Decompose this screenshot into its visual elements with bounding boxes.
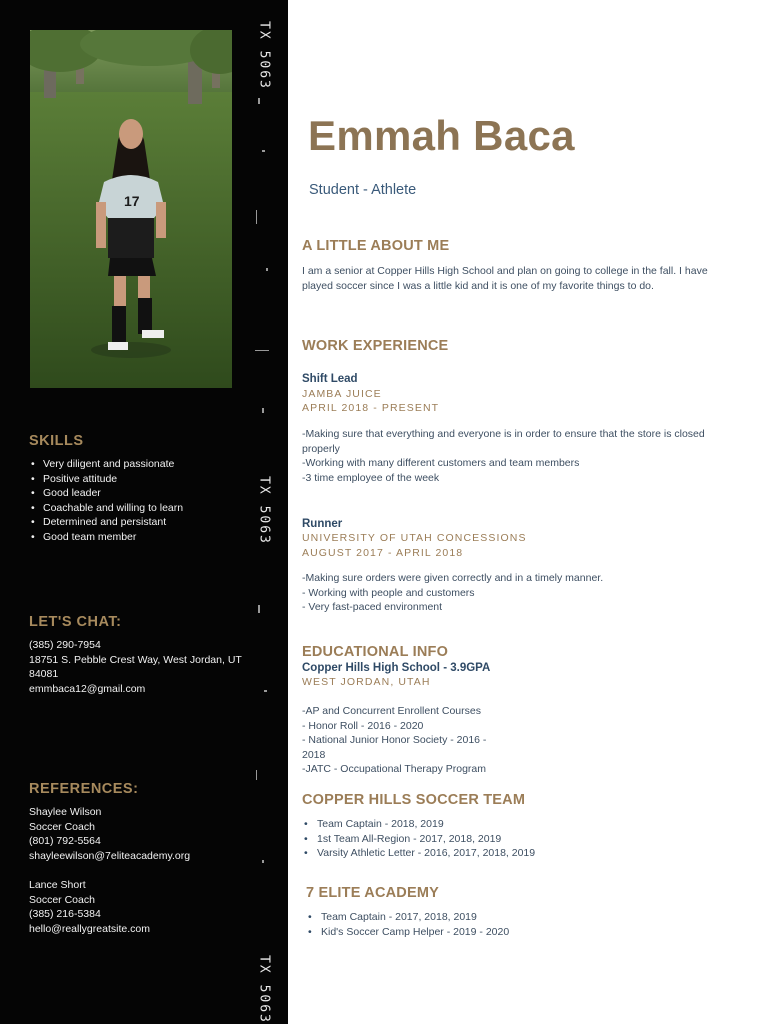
skill-item: • Coachable and willing to learn [29, 501, 269, 516]
work-heading: WORK EXPERIENCE [302, 338, 449, 354]
education-line: 2018 [302, 748, 326, 761]
about-heading: A LITTLE ABOUT ME [302, 238, 450, 254]
elite-academy-heading: 7 ELITE ACADEMY [306, 885, 439, 901]
svg-text:17: 17 [124, 193, 140, 209]
soccer-team-item: • 1st Team All-Region - 2017, 2018, 2019 [303, 832, 535, 847]
contact-section [29, 614, 269, 696]
skills-section [29, 433, 269, 545]
profile-photo [30, 30, 232, 388]
education-heading: EDUCATIONAL INFO [302, 644, 449, 660]
candidate-name: Emmah Baca [308, 112, 575, 159]
reference-name: Shaylee Wilson [29, 806, 102, 818]
contact-address: 18751 S. Pebble Crest Way, West Jordan, UT [29, 653, 242, 666]
job-line: -Working with many different customers and team members [302, 457, 580, 470]
soccer-team-heading: COPPER HILLS SOCCER TEAM [302, 792, 526, 808]
job-description [302, 571, 712, 615]
reference-entry [29, 805, 269, 863]
job-line: -Making sure orders were given correctly and in a timely manner. [302, 572, 604, 584]
job-org: UNIVERSITY OF UTAH CONCESSIONS [302, 532, 527, 544]
skill-item: • Very diligent and passionate [29, 457, 269, 472]
film-label: TX 5063 [256, 476, 272, 545]
skill-item: • Determined and persistant [29, 515, 269, 530]
sidebar [0, 0, 288, 1024]
job-org: JAMBA JUICE [302, 388, 382, 400]
job-line: -Making sure that everything and everyone is in order to ensure that the store is closed properly [302, 428, 705, 455]
skills-list [29, 457, 269, 545]
reference-email[interactable]: shayleewilson@7eliteacademy.org [29, 849, 191, 862]
main-content [288, 0, 768, 1024]
job-dates: AUGUST 2017 - APRIL 2018 [302, 547, 464, 559]
reference-email[interactable]: hello@reallygreatsite.com [29, 922, 150, 935]
reference-phone: (385) 216-5384 [29, 908, 101, 921]
soccer-team-list [303, 817, 535, 861]
soccer-team-item: • Team Captain - 2018, 2019 [303, 817, 535, 832]
job-line: - Working with people and customers [302, 586, 475, 599]
film-label: TX 5063 [256, 21, 272, 90]
soccer-team-item: • Varsity Athletic Letter - 2016, 2017, 2018, 2019 [303, 846, 535, 861]
skills-heading: SKILLS [29, 433, 84, 449]
contact-address-zip: 84081 [29, 668, 59, 681]
contact-email[interactable]: emmbaca12@gmail.com [29, 682, 146, 695]
reference-phone: (801) 792-5564 [29, 835, 101, 848]
reference-role: Soccer Coach [29, 820, 95, 833]
job-line: - Very fast-paced environment [302, 601, 443, 614]
elite-academy-item: • Kid's Soccer Camp Helper - 2019 - 2020 [307, 925, 509, 940]
job-title: Runner [302, 518, 343, 530]
education-line: - Honor Roll - 2016 - 2020 [302, 719, 424, 732]
reference-name: Lance Short [29, 878, 86, 891]
skill-item: • Positive attitude [29, 472, 269, 487]
education-line: - National Junior Honor Society - 2016 - [302, 734, 487, 747]
film-label: TX 5063 [256, 955, 272, 1024]
candidate-role: Student - Athlete [309, 182, 417, 198]
contact-heading: LET'S CHAT: [29, 614, 122, 630]
school-location: WEST JORDAN, UTAH [302, 676, 431, 688]
about-text: I am a senior at Copper Hills High School and plan on going to college in the fall. I have played soccer since I was a little kid and it is one of my favorite things to do. [302, 265, 708, 292]
reference-entry [29, 878, 269, 936]
references-section [29, 781, 269, 936]
job-description [302, 427, 712, 485]
skill-item: • Good team member [29, 530, 269, 545]
contact-phone: (385) 290-7954 [29, 639, 101, 651]
education-line: -AP and Concurrent Enrollent Courses [302, 705, 481, 717]
elite-academy-list [307, 910, 509, 939]
education-details [302, 704, 532, 777]
elite-academy-item: • Team Captain - 2017, 2018, 2019 [307, 910, 509, 925]
reference-role: Soccer Coach [29, 893, 95, 906]
job-dates: APRIL 2018 - PRESENT [302, 402, 440, 414]
education-line: -JATC - Occupational Therapy Program [302, 763, 487, 776]
school-name: Copper Hills High School - 3.9GPA [302, 662, 491, 674]
job-line: -3 time employee of the week [302, 471, 440, 484]
skill-item: • Good leader [29, 486, 269, 501]
job-title: Shift Lead [302, 373, 358, 385]
references-heading: REFERENCES: [29, 781, 139, 797]
